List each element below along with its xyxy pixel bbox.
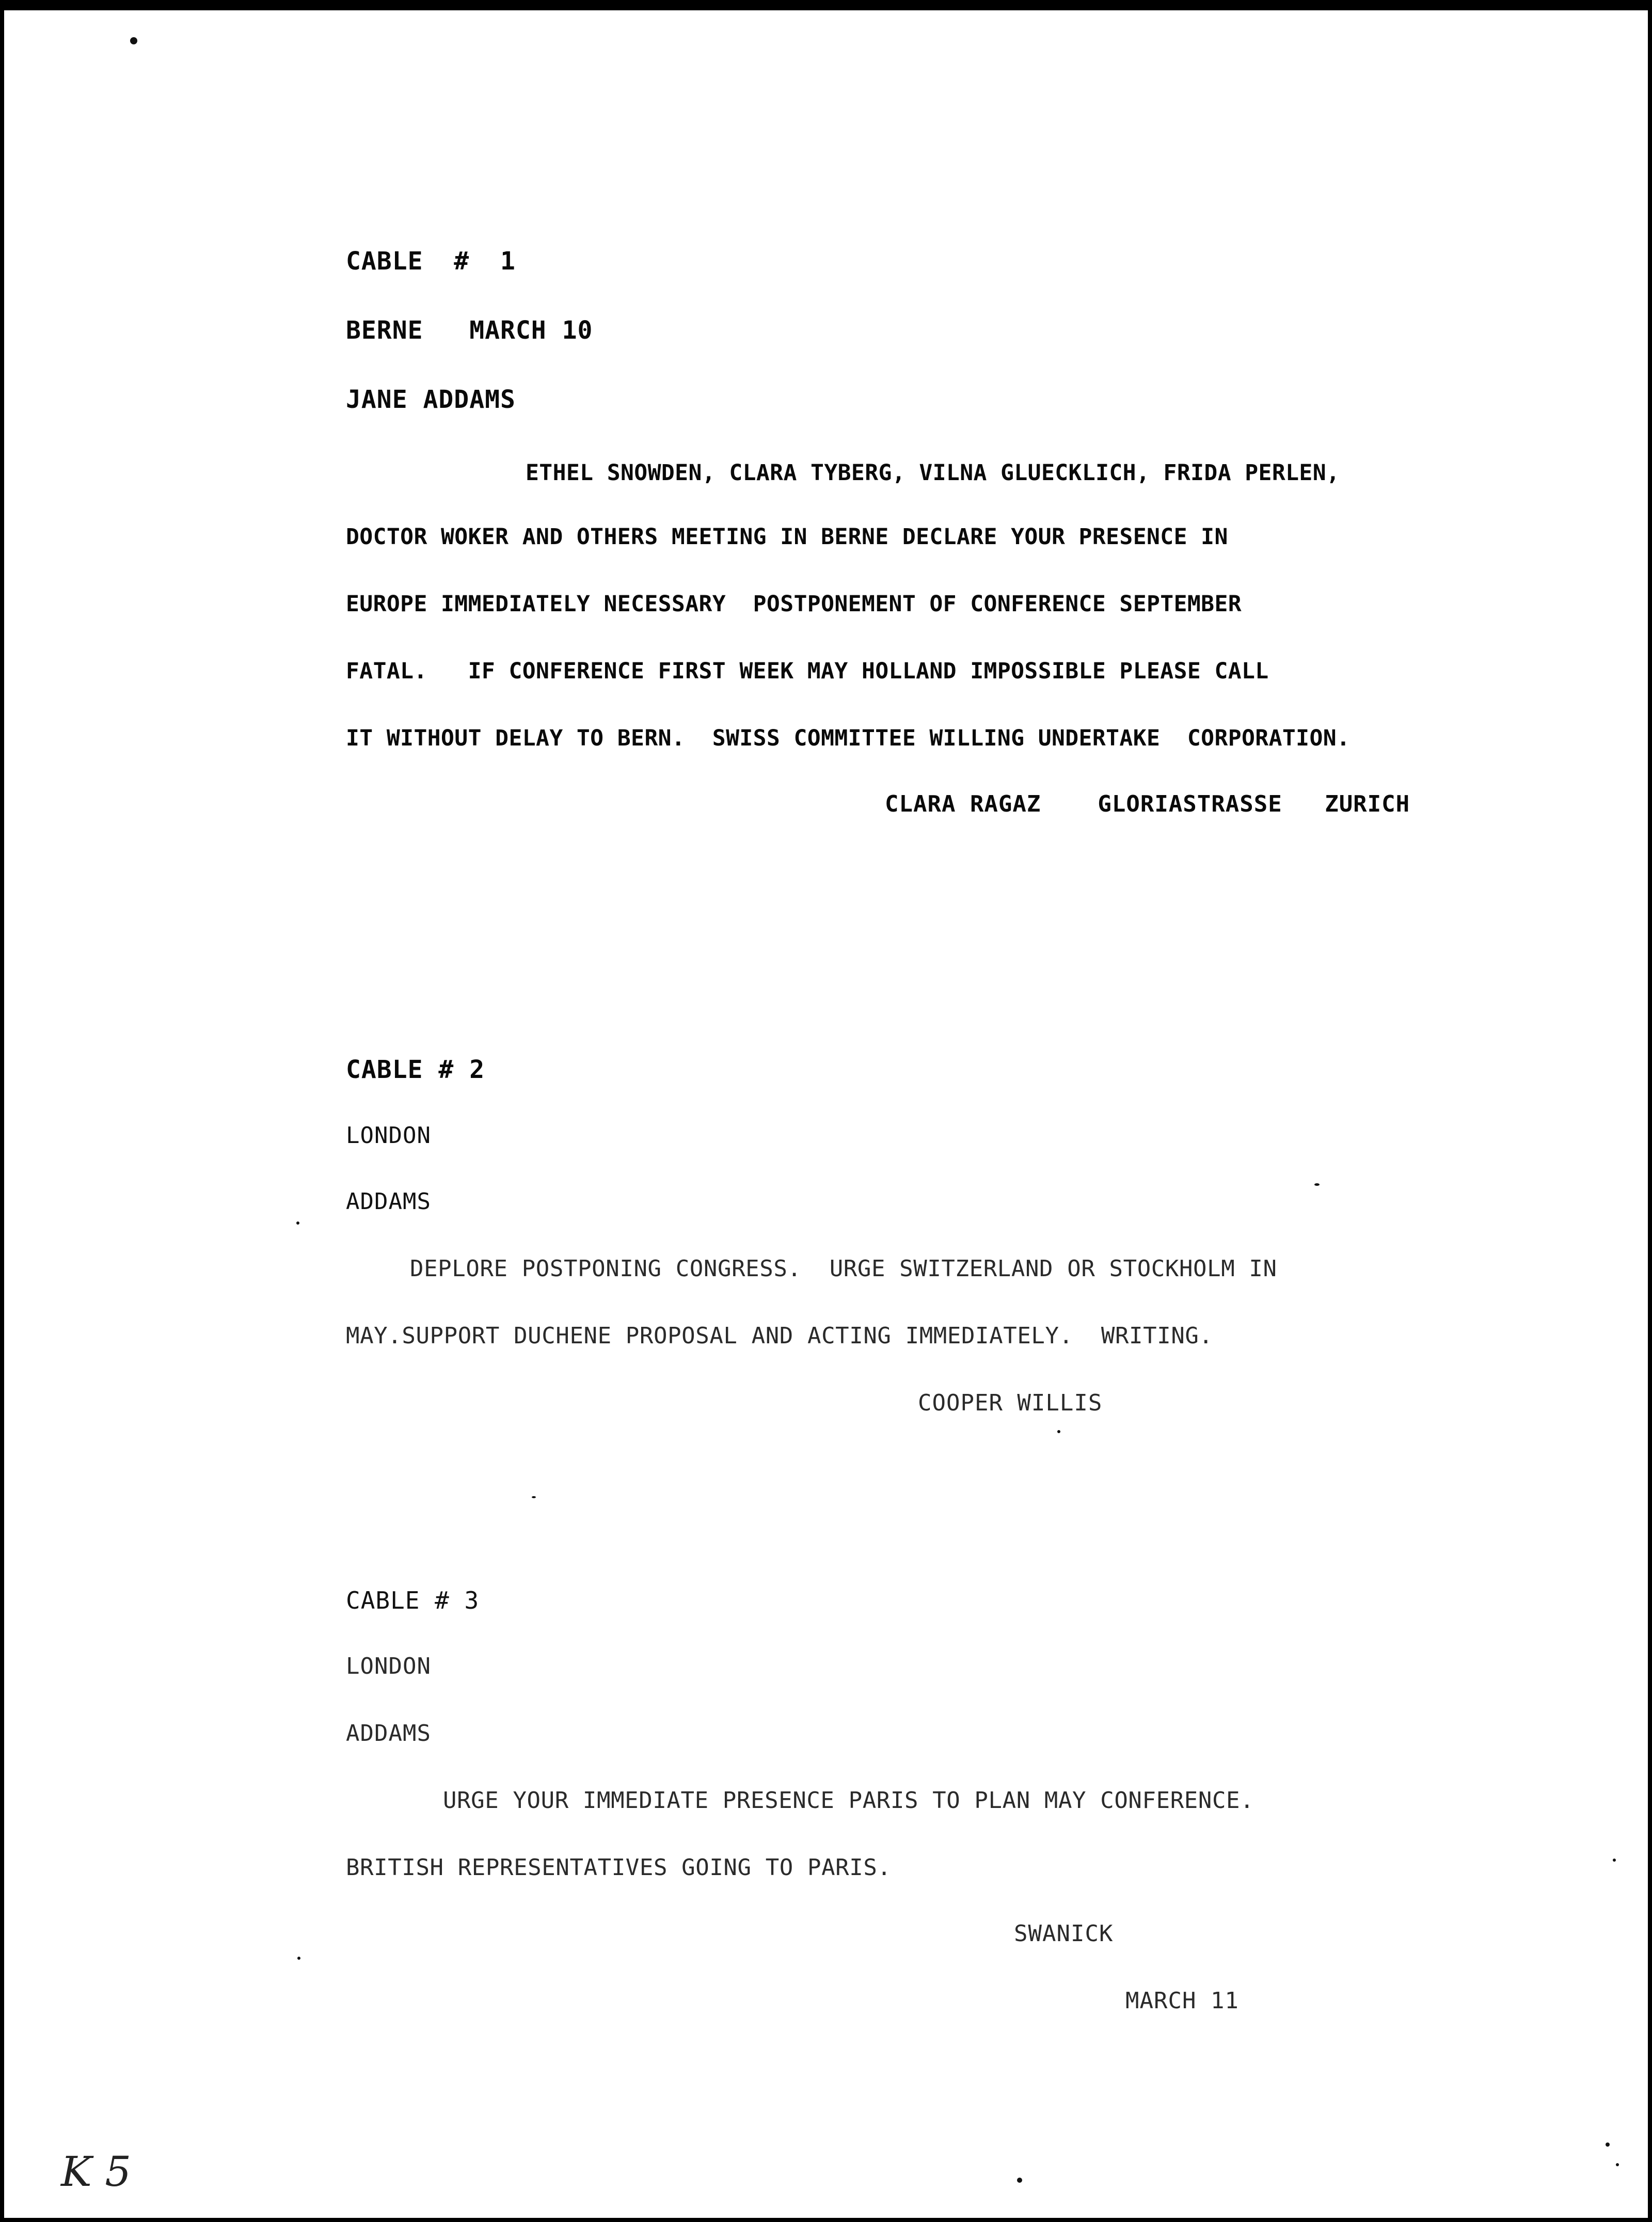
- scan-border-top: [0, 0, 1652, 10]
- cable-body-line: ETHEL SNOWDEN, CLARA TYBERG, VILNA GLUECKLICH, FRIDA PERLEN,: [526, 460, 1340, 486]
- cable-heading: CABLE # 1: [346, 247, 516, 276]
- scan-border-right: [1648, 0, 1652, 2222]
- scan-speck: [1606, 2142, 1610, 2147]
- cable-body-line: DOCTOR WOKER AND OTHERS MEETING IN BERNE DECLARE YOUR PRESENCE IN: [346, 524, 1228, 550]
- cable-recipient: JANE ADDAMS: [346, 385, 516, 414]
- scan-speck: [296, 1221, 299, 1225]
- cable-signature: SWANICK: [1014, 1921, 1114, 1947]
- cable-recipient: ADDAMS: [346, 1720, 431, 1747]
- scan-speck: [1616, 2163, 1619, 2166]
- cable-heading: CABLE # 3: [346, 1586, 480, 1614]
- cable-origin: LONDON: [346, 1653, 431, 1679]
- cable-body-line: EUROPE IMMEDIATELY NECESSARY POSTPONEMENT OF CONFERENCE SEPTEMBER: [346, 591, 1242, 617]
- handwritten-margin-note: K 5: [61, 2148, 132, 2196]
- scan-speck: [1017, 2178, 1022, 2183]
- scan-speck: [532, 1496, 536, 1498]
- cable-body-line: DEPLORE POSTPONING CONGRESS. URGE SWITZERLAND OR STOCKHOLM IN: [410, 1256, 1277, 1282]
- cable-signature: CLARA RAGAZ GLORIASTRASSE ZURICH: [885, 791, 1410, 817]
- scan-speck: [297, 1957, 300, 1960]
- cable-body-line: IT WITHOUT DELAY TO BERN. SWISS COMMITTEE WILLING UNDERTAKE CORPORATION.: [346, 725, 1351, 751]
- cable-date: MARCH 11: [1125, 1988, 1239, 2014]
- cable-recipient: ADDAMS: [346, 1188, 431, 1215]
- scan-speck: [1613, 1859, 1616, 1862]
- cable-signature: COOPER WILLIS: [918, 1390, 1103, 1416]
- scan-border-bottom: [0, 2218, 1652, 2222]
- cable-body-line: BRITISH REPRESENTATIVES GOING TO PARIS.: [346, 1854, 892, 1881]
- cable-body-line: MAY.SUPPORT DUCHENE PROPOSAL AND ACTING IMMEDIATELY. WRITING.: [346, 1323, 1213, 1349]
- scan-speck: [1057, 1430, 1060, 1433]
- cable-heading: CABLE # 2: [346, 1055, 485, 1084]
- scan-speck: [130, 37, 137, 44]
- scan-speck: [1314, 1183, 1320, 1186]
- scan-border-left: [0, 0, 4, 2222]
- cable-origin: LONDON: [346, 1122, 431, 1149]
- cable-body-line: URGE YOUR IMMEDIATE PRESENCE PARIS TO PLAN MAY CONFERENCE.: [443, 1787, 1254, 1814]
- cable-body-line: FATAL. IF CONFERENCE FIRST WEEK MAY HOLLAND IMPOSSIBLE PLEASE CALL: [346, 658, 1269, 684]
- cable-origin: BERNE MARCH 10: [346, 316, 593, 345]
